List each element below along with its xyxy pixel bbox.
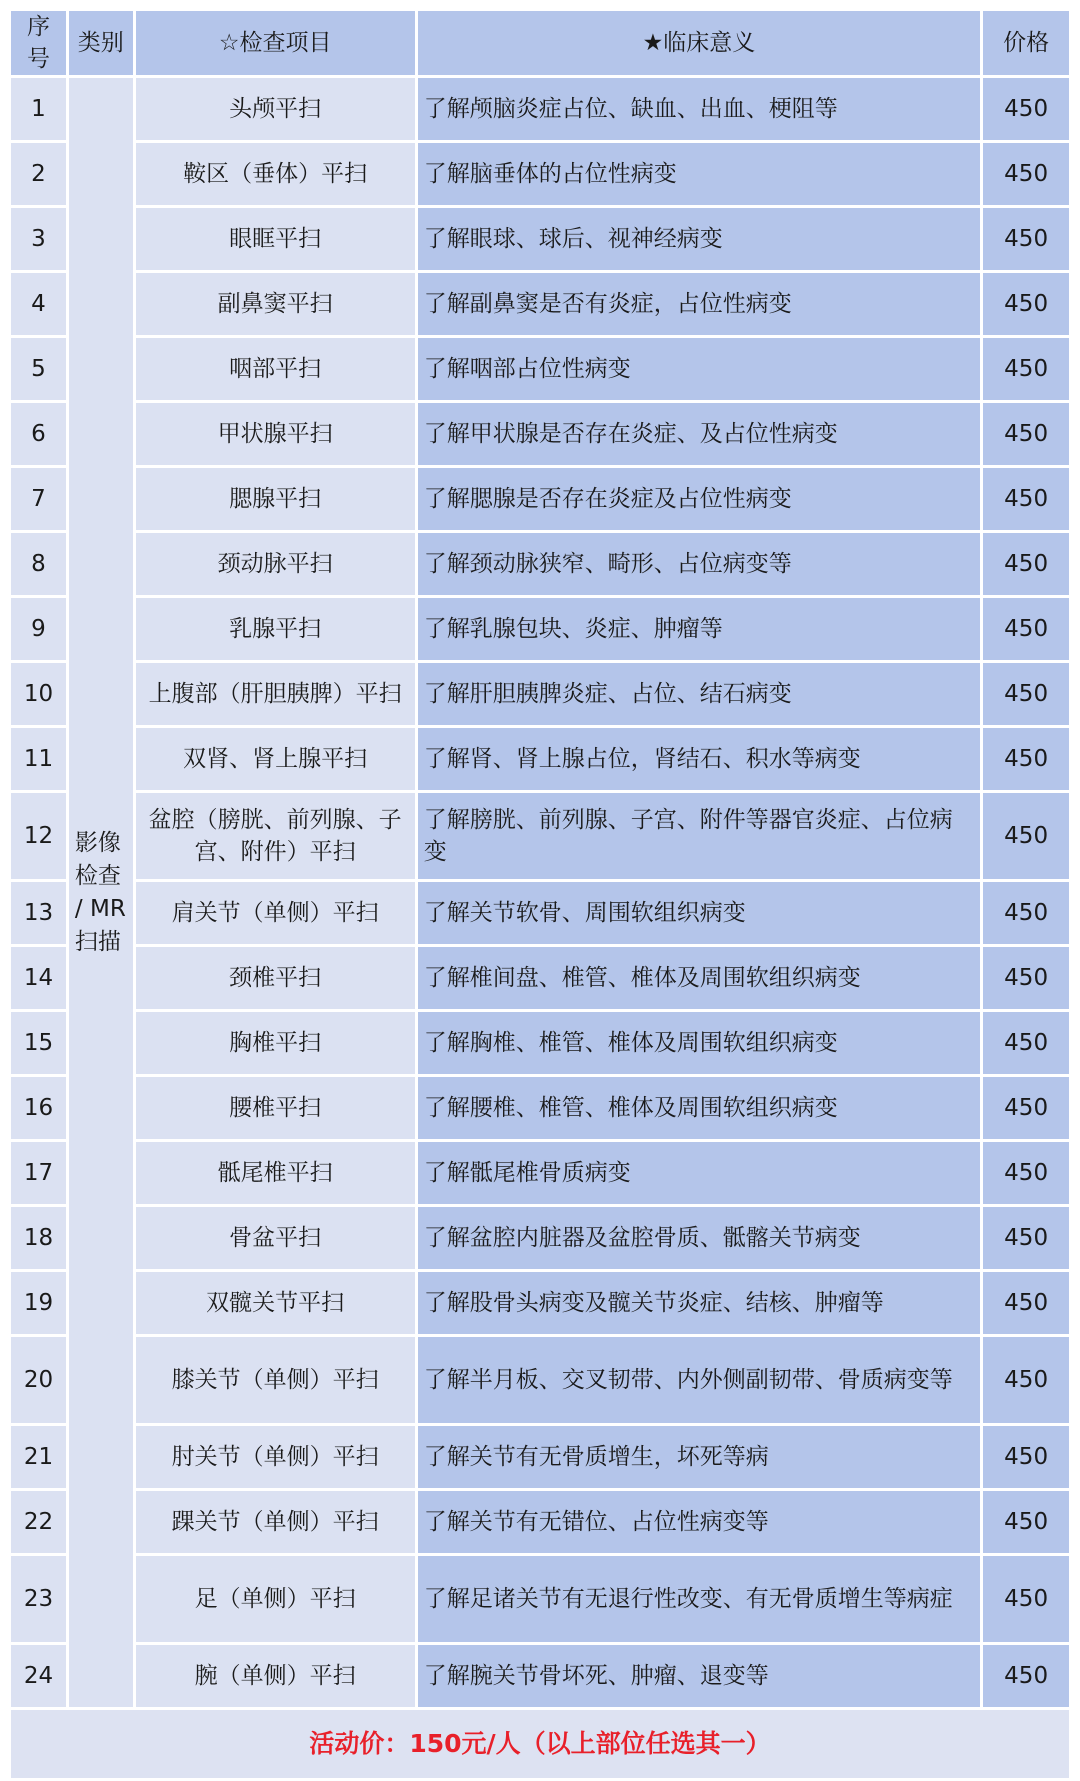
- clinical-significance: 了解关节有无骨质增生，坏死等病: [418, 1426, 981, 1488]
- table-body: [11, 78, 1069, 1707]
- clinical-significance: 了解腰椎、椎管、椎体及周围软组织病变: [418, 1077, 981, 1139]
- table-row: [11, 533, 1069, 595]
- price-value: 450: [983, 1645, 1069, 1707]
- exam-item: 盆腔（膀胱、前列腺、子宫、附件）平扫: [136, 793, 415, 879]
- clinical-significance: 了解半月板、交叉韧带、内外侧副韧带、骨质病变等: [418, 1337, 981, 1423]
- clinical-significance: 了解盆腔内脏器及盆腔骨质、骶髂关节病变: [418, 1207, 981, 1269]
- row-number: 9: [11, 598, 66, 660]
- clinical-significance: 了解肾、肾上腺占位，肾结石、积水等病变: [418, 728, 981, 790]
- row-number: 6: [11, 403, 66, 465]
- price-value: 450: [983, 1337, 1069, 1423]
- category-text-line: / MR: [74, 895, 126, 922]
- price-value: 450: [983, 1207, 1069, 1269]
- row-number: 8: [11, 533, 66, 595]
- row-number: 1: [11, 78, 66, 140]
- price-value: 450: [983, 882, 1069, 944]
- clinical-significance: 了解乳腺包块、炎症、肿瘤等: [418, 598, 981, 660]
- table-row: [11, 1337, 1069, 1423]
- clinical-significance: 了解眼球、球后、视神经病变: [418, 208, 981, 270]
- exam-item: 上腹部（肝胆胰脾）平扫: [136, 663, 415, 725]
- exam-item: 双肾、肾上腺平扫: [136, 728, 415, 790]
- clinical-significance: 了解副鼻窦是否有炎症，占位性病变: [418, 273, 981, 335]
- exam-item: 鞍区（垂体）平扫: [136, 143, 415, 205]
- table-header-row: [11, 11, 1069, 75]
- row-number: 21: [11, 1426, 66, 1488]
- exam-item: 头颅平扫: [136, 78, 415, 140]
- exam-item: 乳腺平扫: [136, 598, 415, 660]
- row-number: 15: [11, 1012, 66, 1074]
- header-no: 序号: [11, 11, 66, 75]
- price-value: 450: [983, 468, 1069, 530]
- row-number: 2: [11, 143, 66, 205]
- clinical-significance: 了解颅脑炎症占位、缺血、出血、梗阻等: [418, 78, 981, 140]
- clinical-significance: 了解关节软骨、周围软组织病变: [418, 882, 981, 944]
- price-value: 450: [983, 208, 1069, 270]
- price-value: 450: [983, 947, 1069, 1009]
- table-row: [11, 1207, 1069, 1269]
- row-number: 5: [11, 338, 66, 400]
- mr-exam-price-table: [8, 8, 1072, 1781]
- exam-item: 腕（单侧）平扫: [136, 1645, 415, 1707]
- clinical-significance: 了解关节有无错位、占位性病变等: [418, 1491, 981, 1553]
- clinical-significance: 了解腕关节骨坏死、肿瘤、退变等: [418, 1645, 981, 1707]
- category-cell: [69, 78, 133, 1707]
- clinical-significance: 了解股骨头病变及髋关节炎症、结核、肿瘤等: [418, 1272, 981, 1334]
- price-value: 450: [983, 663, 1069, 725]
- exam-item: 腮腺平扫: [136, 468, 415, 530]
- exam-item: 颈动脉平扫: [136, 533, 415, 595]
- row-number: 18: [11, 1207, 66, 1269]
- exam-item: 眼眶平扫: [136, 208, 415, 270]
- clinical-significance: 了解肝胆胰脾炎症、占位、结石病变: [418, 663, 981, 725]
- table-row: [11, 1012, 1069, 1074]
- table-row: [11, 208, 1069, 270]
- row-number: 19: [11, 1272, 66, 1334]
- price-value: 450: [983, 728, 1069, 790]
- header-category: 类别: [69, 11, 133, 75]
- price-value: 450: [983, 1012, 1069, 1074]
- row-number: 20: [11, 1337, 66, 1423]
- exam-item: 咽部平扫: [136, 338, 415, 400]
- exam-item: 骨盆平扫: [136, 1207, 415, 1269]
- row-number: 13: [11, 882, 66, 944]
- row-number: 23: [11, 1556, 66, 1642]
- clinical-significance: 了解足诸关节有无退行性改变、有无骨质增生等病症: [418, 1556, 981, 1642]
- price-value: 450: [983, 403, 1069, 465]
- table-row: [11, 403, 1069, 465]
- table-row: [11, 338, 1069, 400]
- row-number: 10: [11, 663, 66, 725]
- exam-item: 肘关节（单侧）平扫: [136, 1426, 415, 1488]
- header-item: ☆检查项目: [136, 11, 415, 75]
- category-text-line: 扫描: [74, 928, 121, 955]
- price-value: 450: [983, 143, 1069, 205]
- clinical-significance: 了解腮腺是否存在炎症及占位性病变: [418, 468, 981, 530]
- exam-item: 双髋关节平扫: [136, 1272, 415, 1334]
- price-value: 450: [983, 793, 1069, 879]
- table-row: [11, 882, 1069, 944]
- exam-item: 胸椎平扫: [136, 1012, 415, 1074]
- table-row: [11, 1142, 1069, 1204]
- table-row: [11, 1491, 1069, 1553]
- clinical-significance: 了解甲状腺是否存在炎症、及占位性病变: [418, 403, 981, 465]
- row-number: 16: [11, 1077, 66, 1139]
- table-row: [11, 273, 1069, 335]
- price-value: 450: [983, 533, 1069, 595]
- header-significance: ★临床意义: [418, 11, 981, 75]
- header-price: 价格: [983, 11, 1069, 75]
- table-row: [11, 947, 1069, 1009]
- table-row: [11, 1426, 1069, 1488]
- table-row: [11, 78, 1069, 140]
- price-value: 450: [983, 1272, 1069, 1334]
- row-number: 14: [11, 947, 66, 1009]
- clinical-significance: 了解颈动脉狭窄、畸形、占位病变等: [418, 533, 981, 595]
- price-value: 450: [983, 1077, 1069, 1139]
- row-number: 3: [11, 208, 66, 270]
- exam-item: 副鼻窦平扫: [136, 273, 415, 335]
- table-row: [11, 1077, 1069, 1139]
- row-number: 17: [11, 1142, 66, 1204]
- table-row: [11, 728, 1069, 790]
- table-row: [11, 598, 1069, 660]
- price-value: 450: [983, 78, 1069, 140]
- exam-item: 甲状腺平扫: [136, 403, 415, 465]
- exam-item: 足（单侧）平扫: [136, 1556, 415, 1642]
- price-value: 450: [983, 273, 1069, 335]
- clinical-significance: 了解胸椎、椎管、椎体及周围软组织病变: [418, 1012, 981, 1074]
- price-value: 450: [983, 1491, 1069, 1553]
- table-row: [11, 1272, 1069, 1334]
- table-row: [11, 143, 1069, 205]
- price-value: 450: [983, 1556, 1069, 1642]
- exam-item: 颈椎平扫: [136, 947, 415, 1009]
- promo-price-note: 活动价：150元/人（以上部位任选其一）: [11, 1710, 1069, 1778]
- price-value: 450: [983, 338, 1069, 400]
- exam-item: 踝关节（单侧）平扫: [136, 1491, 415, 1553]
- price-table-container: [8, 8, 1072, 1781]
- exam-item: 腰椎平扫: [136, 1077, 415, 1139]
- clinical-significance: 了解骶尾椎骨质病变: [418, 1142, 981, 1204]
- category-text-line: 检查: [74, 862, 121, 889]
- footer-row: [11, 1710, 1069, 1778]
- clinical-significance: 了解咽部占位性病变: [418, 338, 981, 400]
- clinical-significance: 了解膀胱、前列腺、子宫、附件等器官炎症、占位病变: [418, 793, 981, 879]
- price-value: 450: [983, 598, 1069, 660]
- row-number: 22: [11, 1491, 66, 1553]
- table-row: [11, 468, 1069, 530]
- row-number: 7: [11, 468, 66, 530]
- row-number: 12: [11, 793, 66, 879]
- price-value: 450: [983, 1426, 1069, 1488]
- clinical-significance: 了解椎间盘、椎管、椎体及周围软组织病变: [418, 947, 981, 1009]
- table-row: [11, 1556, 1069, 1642]
- category-text-line: 影像: [74, 829, 121, 856]
- exam-item: 骶尾椎平扫: [136, 1142, 415, 1204]
- row-number: 11: [11, 728, 66, 790]
- table-row: [11, 793, 1069, 879]
- clinical-significance: 了解脑垂体的占位性病变: [418, 143, 981, 205]
- table-row: [11, 663, 1069, 725]
- price-value: 450: [983, 1142, 1069, 1204]
- exam-item: 肩关节（单侧）平扫: [136, 882, 415, 944]
- row-number: 4: [11, 273, 66, 335]
- table-row: [11, 1645, 1069, 1707]
- exam-item: 膝关节（单侧）平扫: [136, 1337, 415, 1423]
- row-number: 24: [11, 1645, 66, 1707]
